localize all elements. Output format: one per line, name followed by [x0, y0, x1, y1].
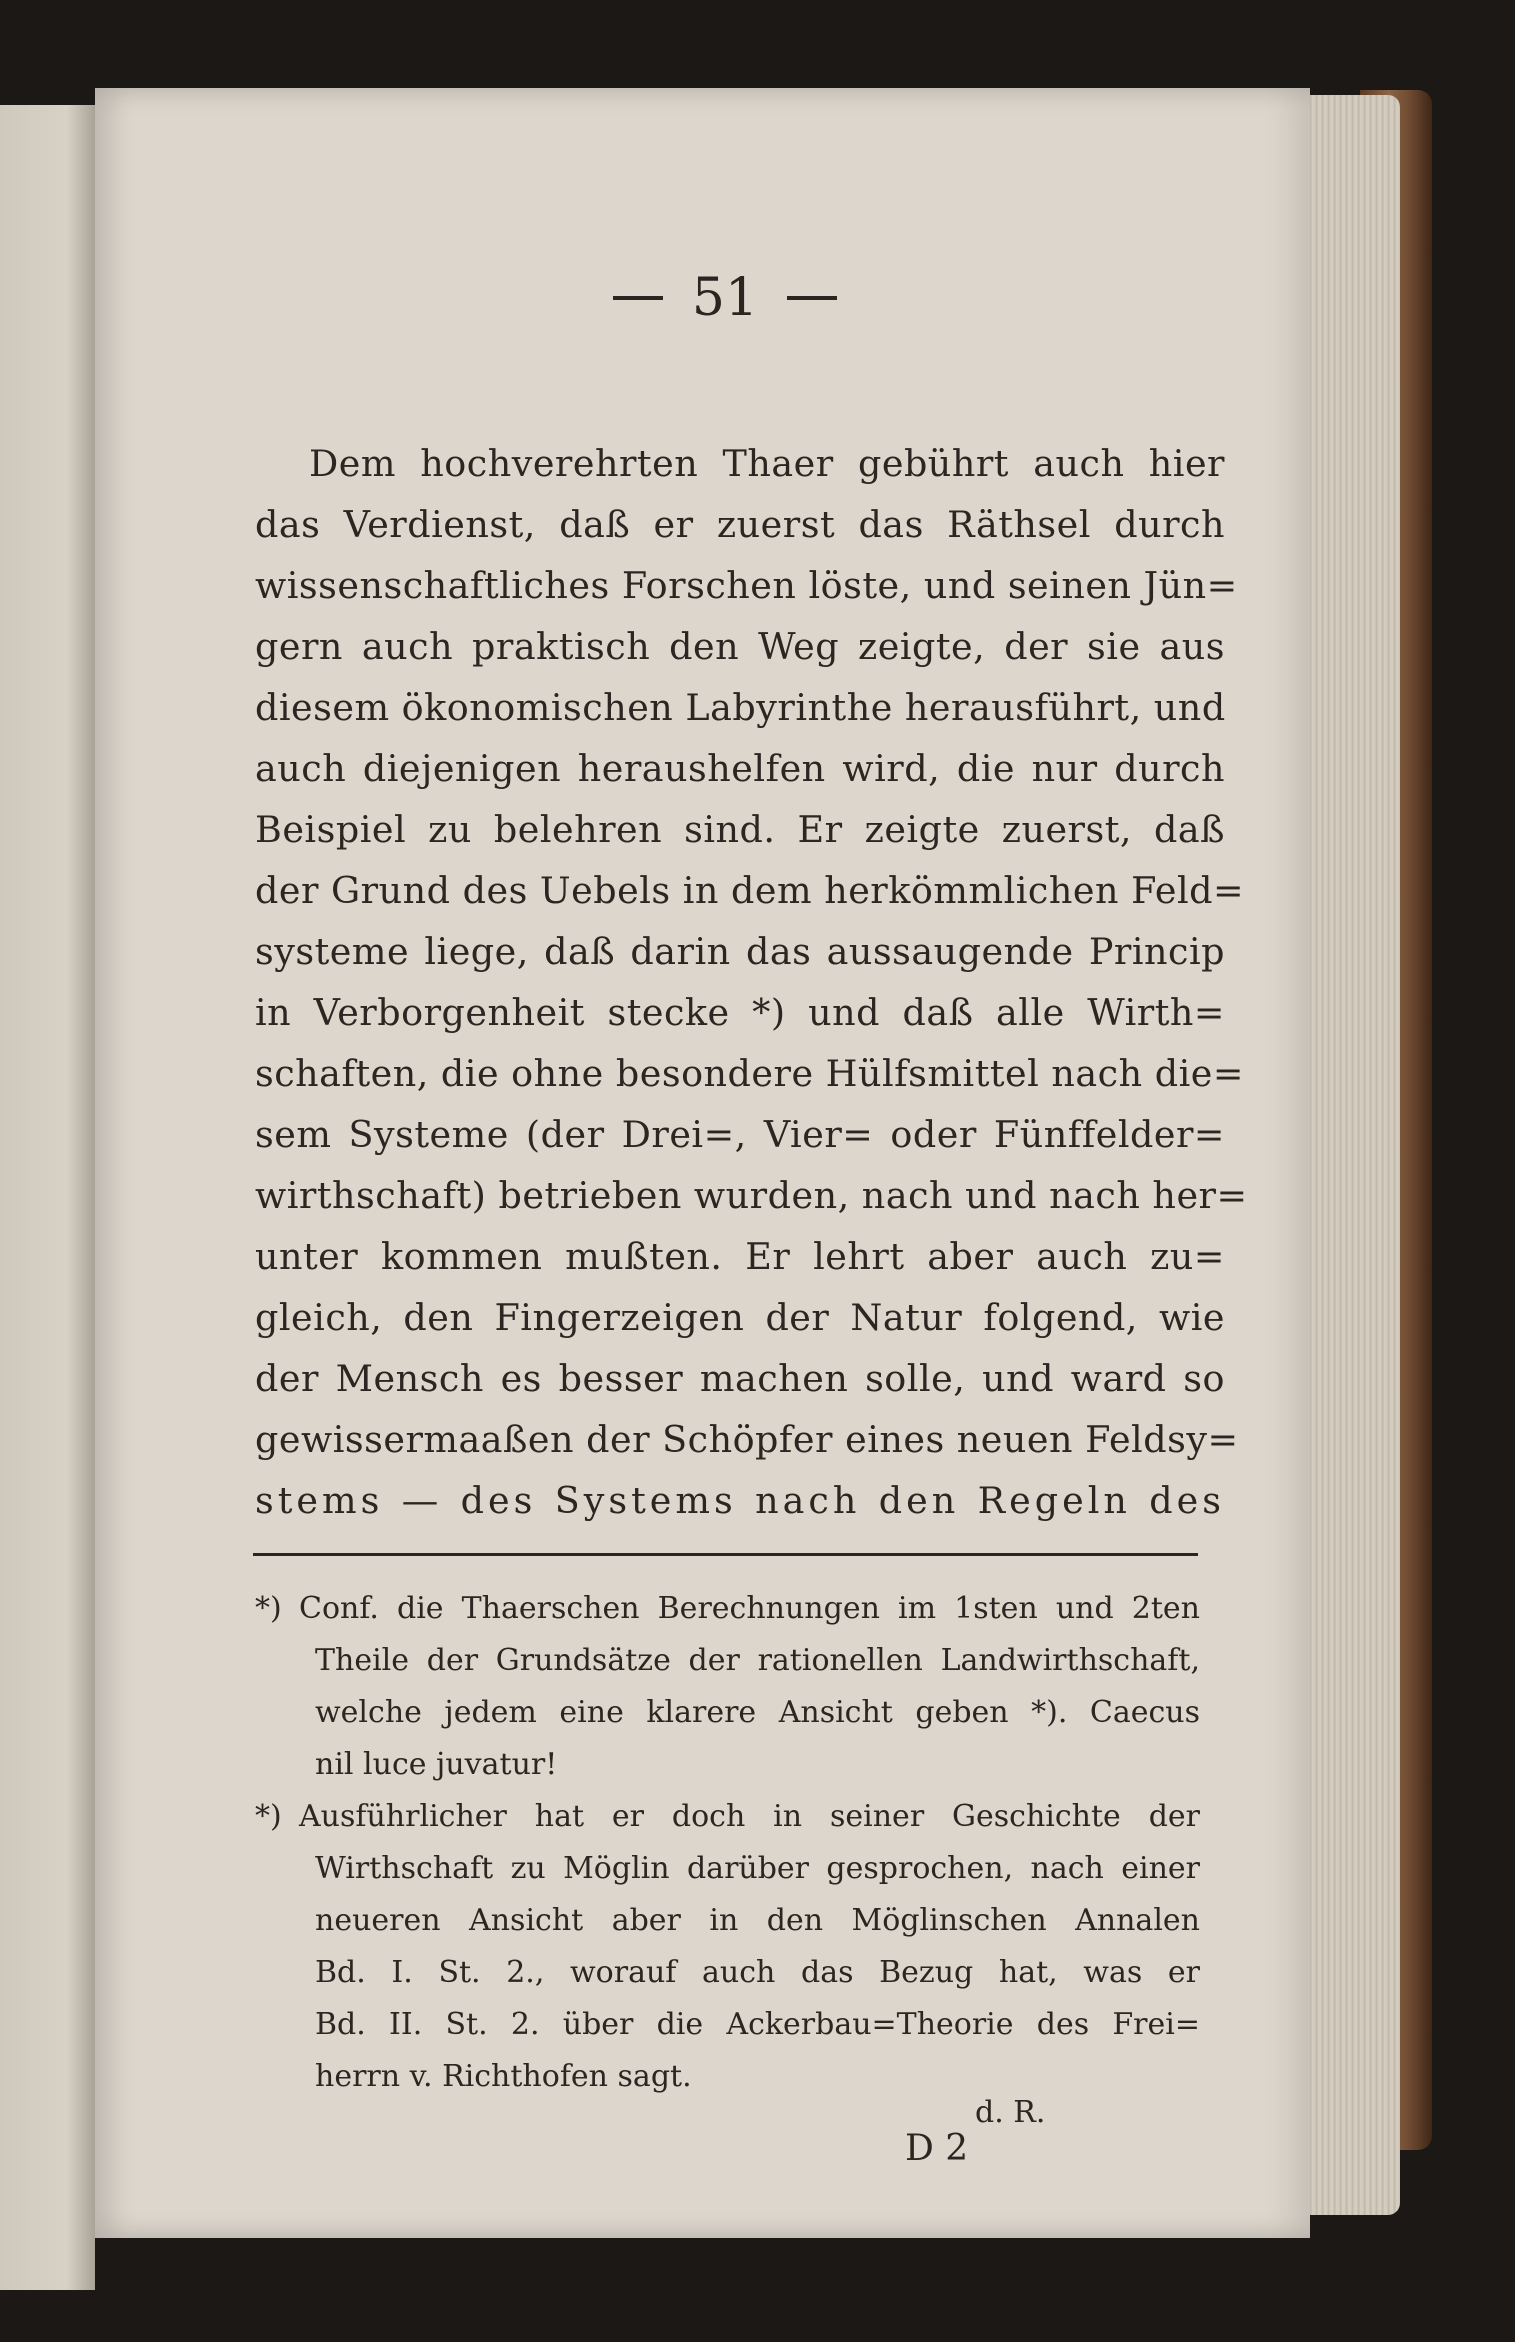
text-line: Dem hochverehrten Thaer gebührt auch hier	[309, 442, 1225, 485]
footnote-line: Theile der Grundsätze der rationellen Landwirthschaft,	[315, 1643, 1200, 1678]
main-text	[255, 433, 1248, 1531]
left-page-edge	[0, 105, 95, 2290]
footnote-line	[255, 1791, 1200, 1843]
footnote-text: Conf. die Thaerschen Berechnungen im 1sten und 2ten	[299, 1591, 1200, 1626]
footnote-mark: *)	[255, 1799, 282, 1834]
footnote-line: Wirthschaft zu Möglin darüber gesprochen, nach einer	[315, 1851, 1200, 1886]
text-line: schaften, die ohne besondere Hülfsmittel nach die=	[255, 1052, 1244, 1095]
text-line: sem Systeme (der Drei=, Vier= oder Fünffelder=	[255, 1113, 1225, 1156]
footnote-line: herrn v. Richthofen sagt.	[315, 2059, 692, 2094]
footnote-line: Bd. I. St. 2., worauf auch das Bezug hat, was er	[315, 1955, 1200, 1990]
text-line: unter kommen mußten. Er lehrt aber auch zu=	[255, 1235, 1225, 1278]
book-page	[95, 88, 1310, 2238]
text-line: Beispiel zu belehren sind. Er zeigte zuerst, daß	[255, 808, 1225, 851]
text-line: wirthschaft) betrieben wurden, nach und nach her=	[255, 1174, 1248, 1217]
text-line: der Grund des Uebels in dem herkömmlichen Feld=	[255, 869, 1245, 912]
text-line: das Verdienst, daß er zuerst das Räthsel durch	[255, 503, 1225, 546]
footnote-text: Ausführlicher hat er doch in seiner Geschichte der	[299, 1799, 1200, 1834]
text-line: diesem ökonomischen Labyrinthe herausführt, und	[255, 686, 1226, 729]
footnote-mark: *)	[255, 1591, 282, 1626]
footnote-2	[255, 1791, 1200, 2103]
footnote-separator	[253, 1553, 1198, 1556]
catchword: D 2	[905, 2128, 969, 2169]
text-line: gewissermaaßen der Schöpfer eines neuen Feldsy=	[255, 1418, 1239, 1461]
text-line: stems — des Systems nach den Regeln des	[255, 1479, 1225, 1522]
footnote-line: Bd. II. St. 2. über die Ackerbau=Theorie des Frei=	[315, 2007, 1200, 2042]
text-line: wissenschaftliches Forschen löste, und seinen Jün=	[255, 564, 1238, 607]
text-line: systeme liege, daß darin das aussaugende Princip	[255, 930, 1225, 973]
footnote-1	[255, 1583, 1200, 1791]
footnotes	[255, 1583, 1200, 2103]
text-line: der Mensch es besser machen solle, und ward so	[255, 1357, 1225, 1400]
header-dash-right	[787, 296, 837, 300]
page-header	[475, 268, 975, 328]
footnote-line	[255, 1583, 1200, 1635]
footnote-line: neueren Ansicht aber in den Möglinschen Annalen	[315, 1903, 1200, 1938]
header-dash-left	[613, 296, 663, 300]
page-number: 51	[691, 268, 759, 328]
text-line: in Verborgenheit stecke *) und daß alle Wirth=	[255, 991, 1225, 1034]
footnote-signature: d. R.	[975, 2095, 1046, 2130]
text-line: auch diejenigen heraushelfen wird, die nur durch	[255, 747, 1225, 790]
text-line: gleich, den Fingerzeigen der Natur folgend, wie	[255, 1296, 1225, 1339]
footnote-line: welche jedem eine klarere Ansicht geben *). Caecus	[315, 1695, 1200, 1730]
text-line: gern auch praktisch den Weg zeigte, der sie aus	[255, 625, 1225, 668]
footnote-line: nil luce juvatur!	[315, 1747, 558, 1782]
